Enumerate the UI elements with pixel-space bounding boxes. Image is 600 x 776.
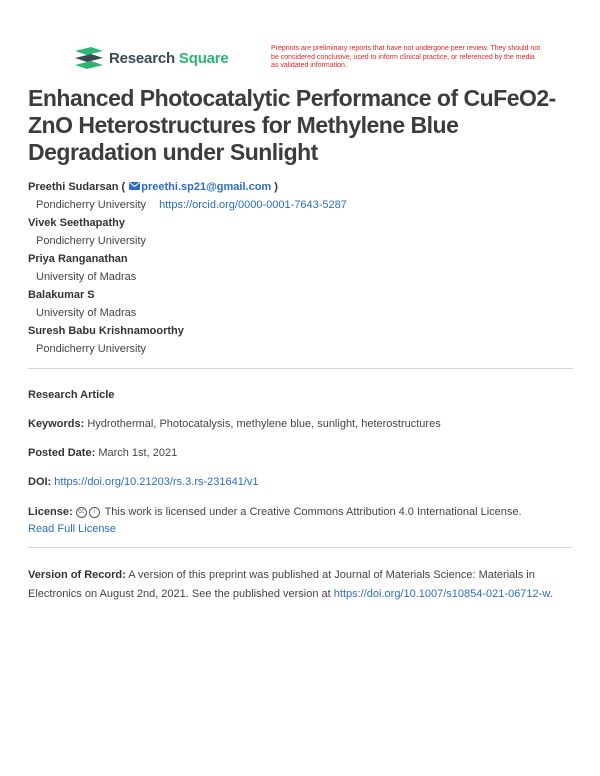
license-label: License:: [28, 506, 73, 518]
read-full-license-link[interactable]: Read Full License: [28, 523, 117, 535]
paper-title: Enhanced Photocatalytic Performance of CuFeO2-ZnO Heterostructures for Methylene Blue Degradation under Sunlight: [28, 85, 556, 165]
author-name: Vivek Seethapathy: [28, 217, 126, 229]
license: [28, 504, 578, 538]
version-of-record-label: Version of Record:: [28, 569, 126, 581]
author-name: Suresh Babu Krishnamoorthy: [28, 325, 184, 337]
version-of-record-text: A version of this preprint was published at Journal of Materials Science: Materials in Electronics on August 2nd, 2021. See the published version at: [28, 569, 535, 600]
doi: [28, 474, 578, 491]
divider: [28, 547, 573, 548]
brand-name-part2: Square: [178, 49, 229, 67]
author-affiliation: University of Madras: [36, 307, 137, 319]
author-name: Preethi Sudarsan ( preethi.sp21@gmail.com ): [28, 181, 278, 193]
author-name: Balakumar S: [28, 289, 95, 301]
version-of-record: [28, 566, 578, 604]
published-version-link[interactable]: https://doi.org/10.1007/s10854-021-06712-w: [333, 588, 550, 600]
author-list: [28, 180, 578, 360]
email-icon: [128, 181, 141, 193]
posted-date: [28, 445, 578, 462]
author-affiliation: Pondicherry University: [36, 235, 147, 247]
research-square-logo[interactable]: [75, 47, 229, 69]
brand-name-part1: Research: [109, 49, 175, 67]
orcid-link[interactable]: https://orcid.org/0000-0001-7643-5287: [159, 199, 347, 211]
preprint-notice: Preprints are preliminary reports that have not undergone peer review. They should not be considered conclusive, used to inform clinical practice, or referenced by the media as validated information.: [271, 45, 541, 69]
posted-date-value: March 1st, 2021: [98, 447, 178, 459]
brand-name: [109, 50, 229, 67]
author-email-link[interactable]: preethi.sp21@gmail.com: [141, 181, 272, 193]
keywords: [28, 416, 578, 433]
version-of-record-tail: .: [549, 588, 553, 600]
article-type: Research Article: [28, 389, 115, 401]
author-affiliation: [28, 198, 578, 216]
research-square-logo-icon: [75, 47, 103, 69]
author-1-name: Preethi Sudarsan: [28, 181, 119, 193]
author-1-affiliation: Pondicherry University: [36, 199, 147, 211]
author-name: Priya Ranganathan: [28, 253, 128, 265]
doi-link[interactable]: https://doi.org/10.21203/rs.3.rs-231641/v1: [54, 476, 259, 488]
keywords-value: Hydrothermal, Photocatalysis, methylene blue, sunlight, heterostructures: [87, 418, 441, 430]
doi-label: DOI:: [28, 476, 52, 488]
license-text: This work is licensed under a Creative Commons Attribution 4.0 International License.: [104, 506, 522, 518]
posted-date-label: Posted Date:: [28, 447, 96, 459]
author-affiliation: Pondicherry University: [36, 343, 147, 355]
divider: [28, 368, 573, 369]
author-affiliation: University of Madras: [36, 271, 137, 283]
cc-icon: cc: [76, 507, 87, 518]
keywords-label: Keywords:: [28, 418, 85, 430]
attribution-icon: i: [89, 507, 100, 518]
